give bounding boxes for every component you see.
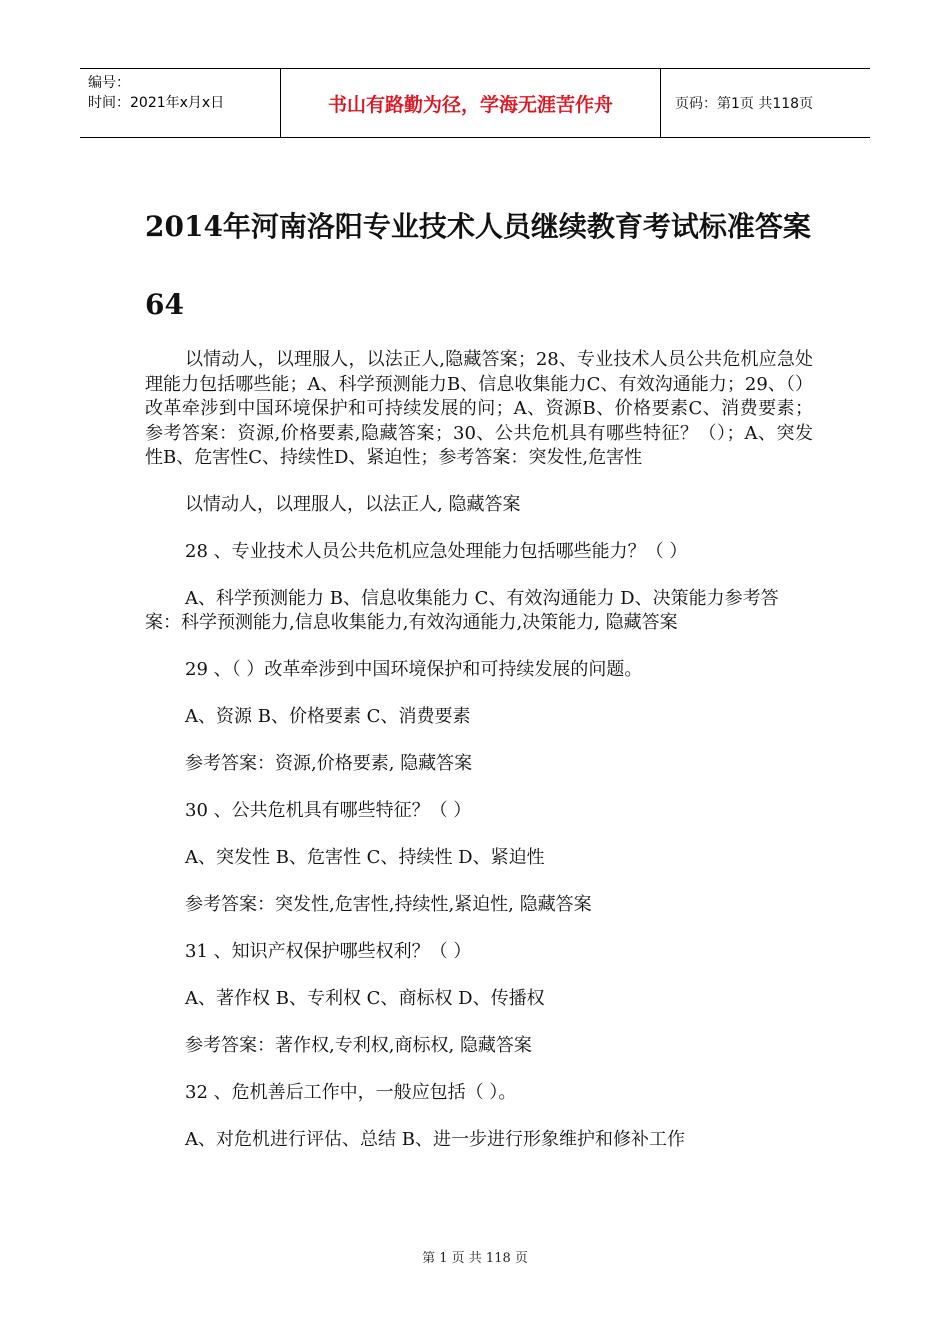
page-footer: 第 1 页 共 118 页	[422, 1251, 528, 1266]
header-meta	[80, 69, 281, 137]
page-header	[80, 68, 870, 138]
question-28: 28 、专业技术人员公共危机应急处理能力包括哪些能力？（ ）	[185, 540, 688, 562]
document-body	[145, 348, 813, 1175]
question-31-options: A、著作权 B、专利权 C、商标权 D、传播权	[185, 987, 545, 1009]
document-title: 2014年河南洛阳专业技术人员继续教育考试标准答案64	[145, 210, 811, 321]
question-29: 29 、（ ）改革牵涉到中国环境保护和可持续发展的问题。	[185, 658, 643, 680]
header-page-info: 页码：第1页 共118页	[675, 96, 814, 112]
header-motto: 书山有路勤为径，学海无涯苦作舟	[281, 69, 661, 137]
question-31: 31 、知识产权保护哪些权利？（ ）	[185, 940, 472, 962]
number-label: 编号：	[88, 75, 130, 91]
question-30: 30 、公共危机具有哪些特征？（ ）	[185, 799, 472, 821]
question-31-answer: 参考答案：著作权,专利权,商标权, 隐藏答案	[185, 1034, 532, 1056]
time-label: 时间：2021年x月x日	[88, 95, 225, 111]
body-line-1: 以情动人，以理服人，以法正人, 隐藏答案	[185, 493, 521, 515]
intro-paragraph: 以情动人，以理服人，以法正人,隐藏答案；28、专业技术人员公共危机应急处理能力包括哪些能；A、科学预测能力B、信息收集能力C、有效沟通能力；29、（）改革牵涉到中国环境保护和可持续发展的问；A、资源B、价格要素C、消费要素；参考答案：资源,价格要素,隐藏答案；30、公共危机具有哪些特征？（）；A、突发性B、危害性C、持续性D、紧迫性；参考答案：突发性,危害性	[145, 349, 813, 468]
question-29-options: A、资源 B、价格要素 C、消费要素	[185, 705, 471, 727]
question-29-answer: 参考答案：资源,价格要素, 隐藏答案	[185, 752, 473, 774]
question-28-options-answer: A、科学预测能力 B、信息收集能力 C、有效沟通能力 D、决策能力参考答案：科学预测能力,信息收集能力,有效沟通能力,决策能力, 隐藏答案	[145, 587, 779, 633]
question-32: 32 、危机善后工作中，一般应包括（ ）。	[185, 1081, 517, 1103]
question-30-options: A、突发性 B、危害性 C、持续性 D、紧迫性	[185, 846, 545, 868]
question-32-options: A、对危机进行评估、总结 B、进一步进行形象维护和修补工作	[185, 1128, 685, 1150]
question-30-answer: 参考答案：突发性,危害性,持续性,紧迫性, 隐藏答案	[185, 893, 592, 915]
